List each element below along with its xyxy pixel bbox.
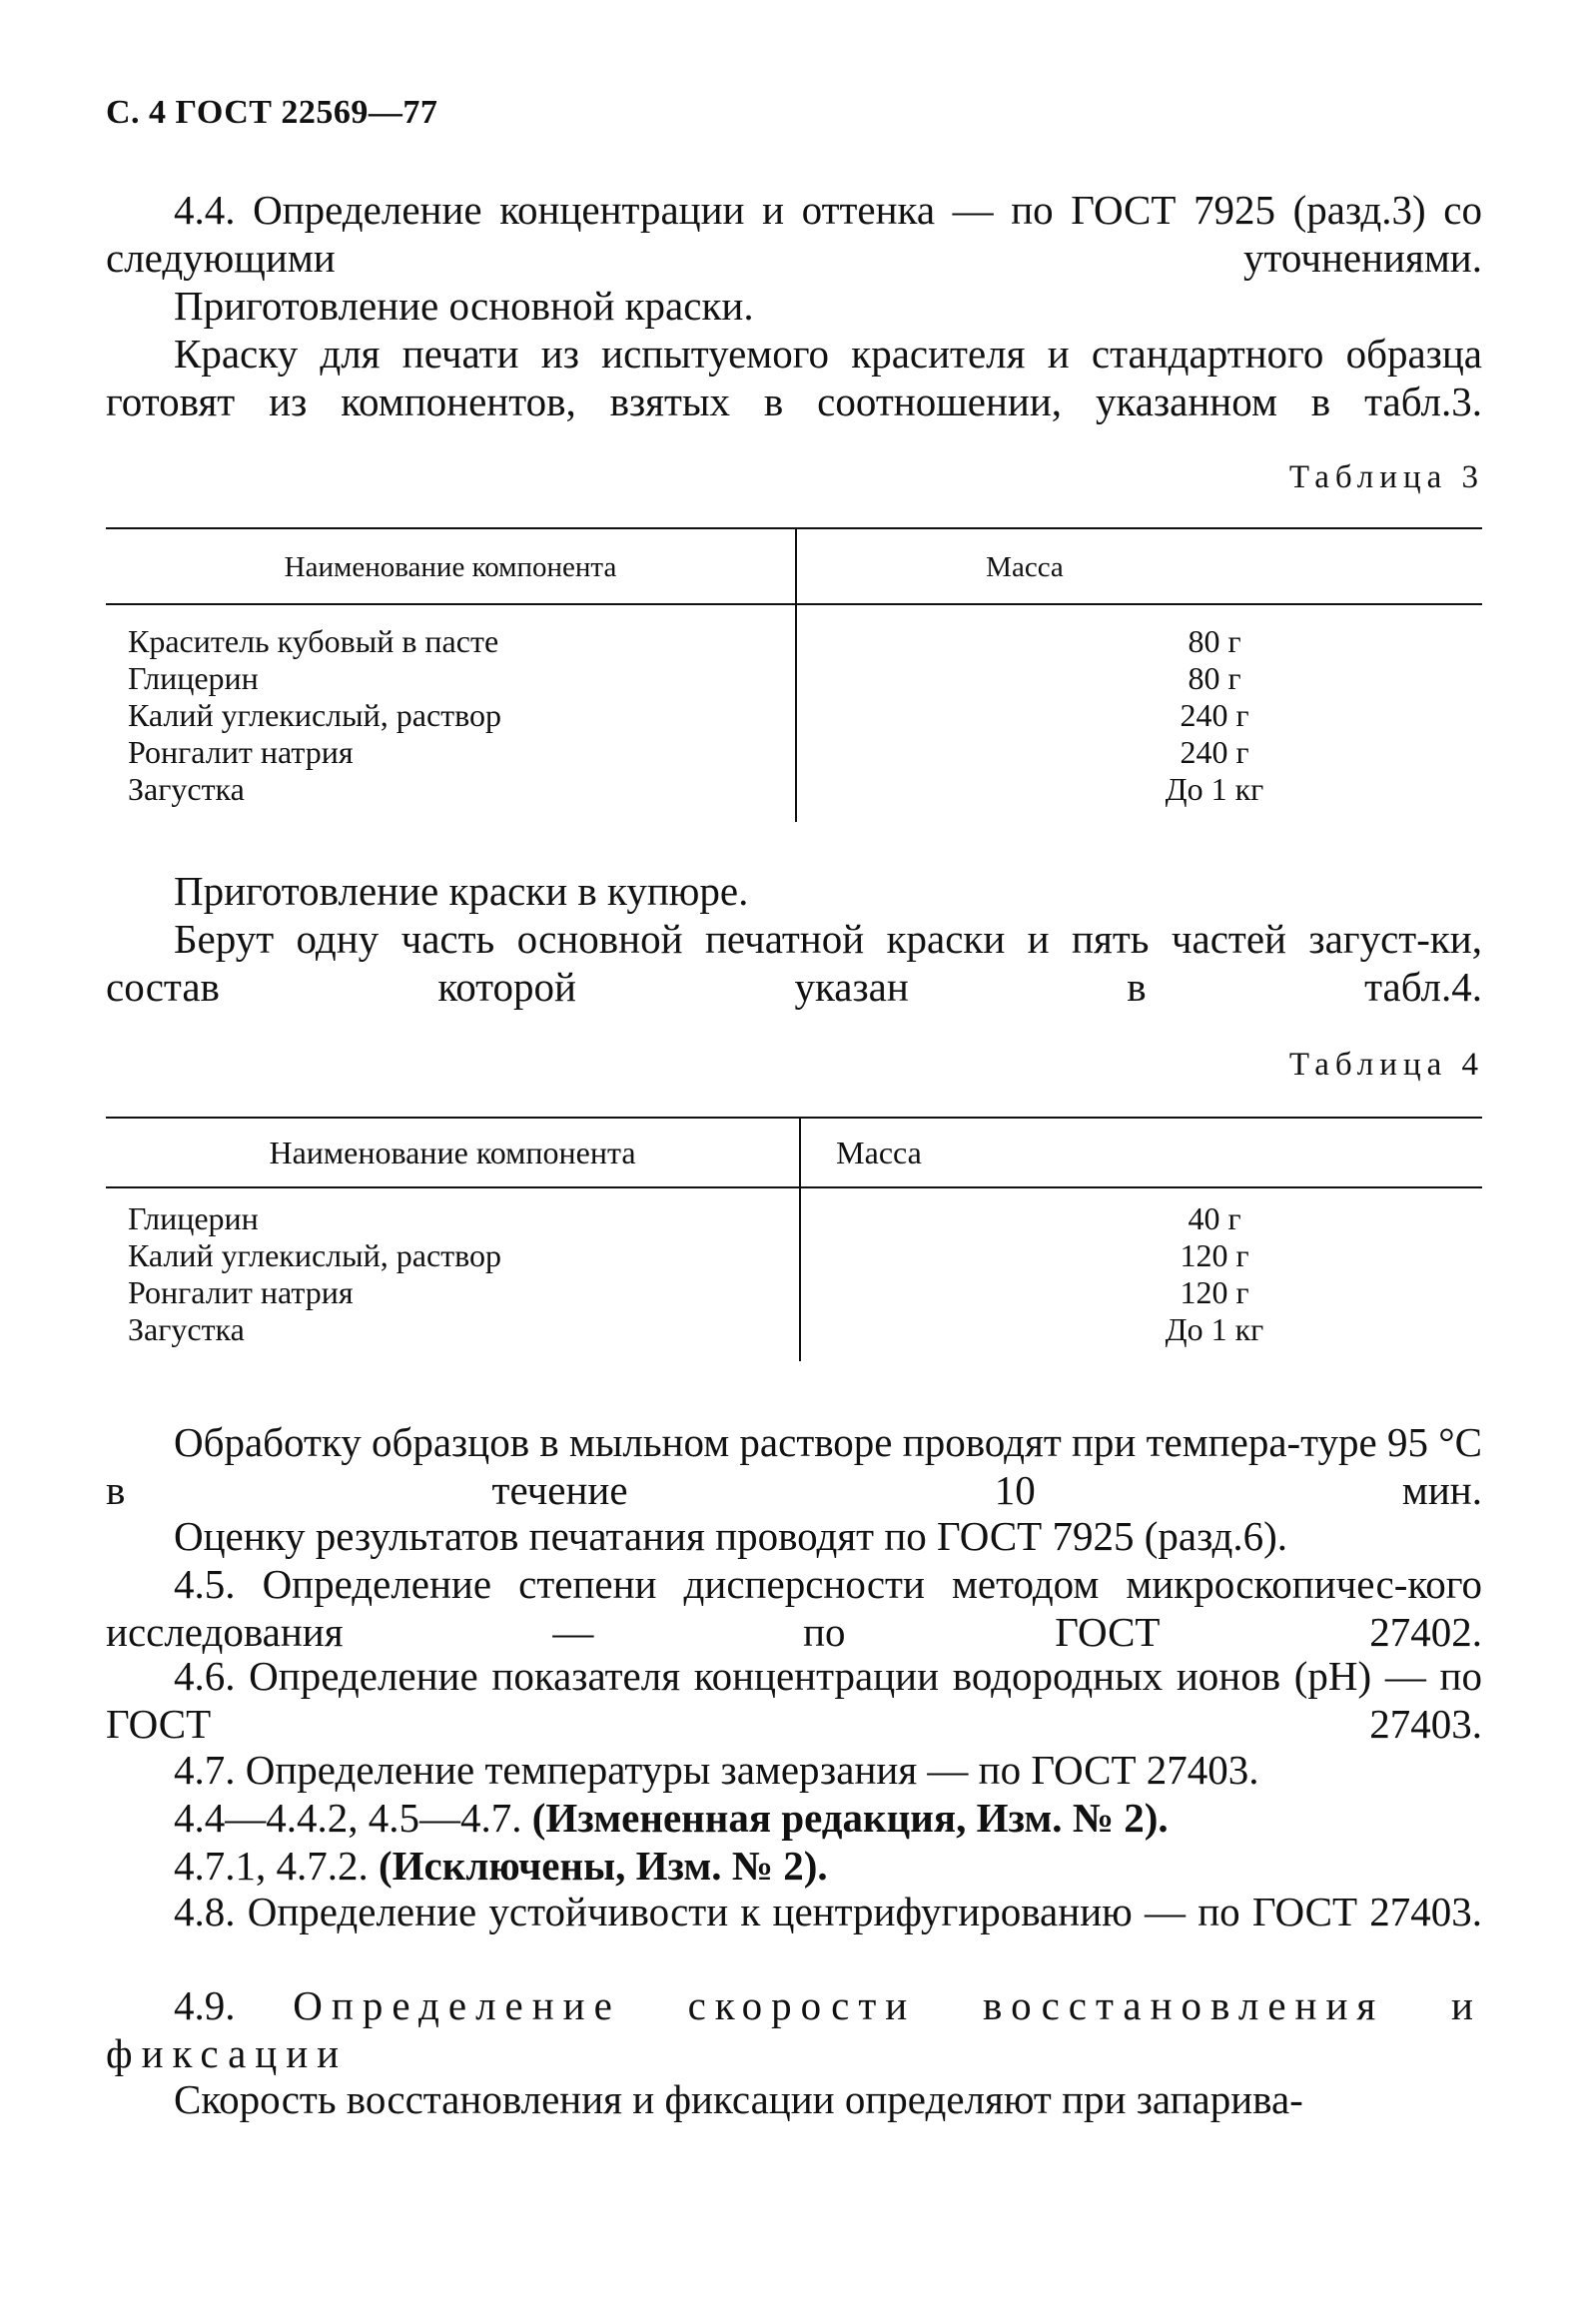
table3-header-name: Наименование компонента xyxy=(284,551,617,583)
table-row-mass: 240 г xyxy=(1180,734,1249,770)
paragraph-4-4: 4.4. Определение концентрации и оттенка — по ГОСТ 7925 (разд.3) со следующими уточнениями. xyxy=(106,187,1482,281)
table3-top-rule xyxy=(106,527,1482,529)
table-row-mass: 120 г xyxy=(1180,1237,1249,1273)
table4-header-rule xyxy=(106,1186,1482,1188)
table-row-mass: 120 г xyxy=(1180,1274,1249,1310)
table-row-mass: До 1 кг xyxy=(1165,1311,1264,1347)
amendment-clauses: 4.4—4.4.2, 4.5—4.7. xyxy=(174,1795,522,1841)
table-row-name: Калий углекислый, раствор xyxy=(128,1237,502,1273)
table4-mass-column xyxy=(1065,1200,1364,1348)
table-row-name: Краситель кубовый в пасте xyxy=(128,623,499,659)
table-row-name: Ронгалит натрия xyxy=(128,734,354,770)
table4-header-name: Наименование компонента xyxy=(269,1135,636,1170)
page-header: С. 4 ГОСТ 22569—77 xyxy=(106,94,438,131)
table-row-mass: 240 г xyxy=(1180,697,1249,733)
table3-header-rule xyxy=(106,603,1482,605)
amendment-text: (Измененная редакция, Изм. № 2). xyxy=(531,1795,1169,1841)
table4-header-mass: Масса xyxy=(836,1135,922,1170)
paragraph-4-6: 4.6. Определение показателя концентрации водородных ионов (рН) — по ГОСТ 27403. xyxy=(106,1653,1482,1747)
table3-caption: Таблица 3 xyxy=(1288,459,1484,495)
paragraph-amendment-note xyxy=(106,1794,1482,1842)
table3-mass-column xyxy=(1065,623,1364,808)
table-row-name: Калий углекислый, раствор xyxy=(128,697,502,733)
excluded-text: (Исключены, Изм. № 2). xyxy=(379,1843,828,1889)
paragraph-restoration-speed: Скорость восстановления и фиксации определяют при запарива- xyxy=(174,2076,1303,2122)
paragraph-4-8: 4.8. Определение устойчивости к центрифугированию — по ГОСТ 27403. xyxy=(174,1889,1482,1934)
table-row-name: Загустка xyxy=(128,1311,245,1347)
clause-title: Определение скорости восстановления и фиксации xyxy=(106,1982,1483,2076)
table4-caption: Таблица 4 xyxy=(1288,1047,1484,1083)
paragraph-cupure-heading: Приготовление краски в купюре. xyxy=(174,868,749,914)
table4-top-rule xyxy=(106,1117,1482,1119)
table3-names-column xyxy=(128,623,501,808)
paragraph-4-7: 4.7. Определение температуры замерзания — по ГОСТ 27403. xyxy=(174,1747,1259,1793)
table-row-mass: 80 г xyxy=(1188,660,1241,696)
clause-number: 4.9. xyxy=(174,1982,236,2028)
table-3 xyxy=(106,527,1482,827)
table-row-name: Глицерин xyxy=(128,660,259,696)
paragraph-soap-treatment: Обработку образцов в мыльном растворе проводят при темпера-туре 95 °С в течение 10 мин. xyxy=(106,1419,1482,1513)
paragraph-4-5: 4.5. Определение степени дисперсности методом микроскопичес-кого исследования — по ГОСТ 27402. xyxy=(106,1561,1482,1655)
table-4 xyxy=(106,1117,1482,1366)
paragraph-4-9 xyxy=(106,1981,1482,2077)
excluded-clauses: 4.7.1, 4.7.2. xyxy=(174,1843,369,1889)
paragraph-excluded-note xyxy=(106,1842,1482,1890)
table-row-mass: 80 г xyxy=(1188,623,1241,659)
paragraph-main-paint-text: Краску для печати из испытуемого красителя и стандартного образца готовят из компонентов, взятых в соотношении, указанном в табл.3. xyxy=(106,331,1482,424)
table-row-mass: 40 г xyxy=(1188,1200,1241,1236)
table-row-name: Загустка xyxy=(128,771,245,807)
paragraph-cupure-text: Берут одну часть основной печатной краски и пять частей загуст-ки, состав которой указан в табл.4. xyxy=(106,916,1482,1010)
table-row-name: Ронгалит натрия xyxy=(128,1274,354,1310)
paragraph-main-paint-heading: Приготовление основной краски. xyxy=(174,283,754,329)
paragraph-print-evaluation: Оценку результатов печатания проводят по ГОСТ 7925 (разд.6). xyxy=(174,1513,1288,1559)
table4-names-column xyxy=(128,1200,501,1348)
table3-header-mass: Масса xyxy=(986,551,1064,583)
table-row-name: Глицерин xyxy=(128,1200,259,1236)
table-row-mass: До 1 кг xyxy=(1165,771,1264,807)
